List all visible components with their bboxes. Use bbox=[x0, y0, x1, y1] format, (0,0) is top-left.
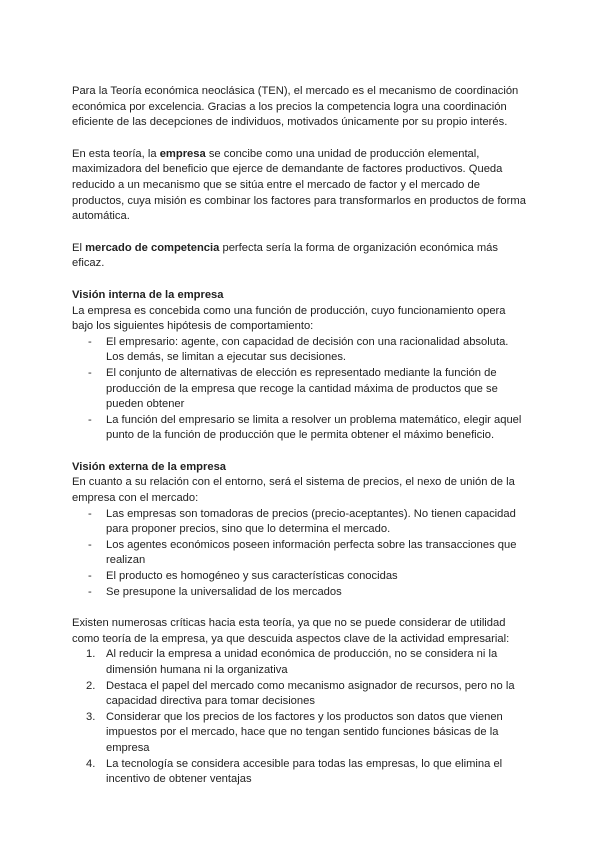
section-intro: Existen numerosas críticas hacia esta teoría, ya que no se puede considerar de utilidad como teoría de la empresa, ya que descuida aspectos clave de la actividad empresarial: bbox=[72, 617, 510, 645]
dash-marker: - bbox=[88, 366, 92, 379]
paragraph-text: se concibe como una unidad de producción elemental, maximizadora del beneficio que ejerce de demandante de factores productivos. Queda reducido a un mecanismo que se sitúa entre el mercado de factor y el mercado de productos, cuya misión es combinar los factores para transformarlos en productos de forma automática. bbox=[72, 147, 526, 223]
list-item bbox=[72, 507, 528, 538]
dash-marker: - bbox=[88, 538, 92, 551]
number-marker: 2. bbox=[86, 679, 96, 692]
list-item bbox=[72, 679, 528, 710]
number-marker: 3. bbox=[86, 710, 96, 723]
section-heading: Visión interna de la empresa bbox=[72, 288, 224, 301]
list-item bbox=[72, 757, 528, 788]
list-item bbox=[72, 710, 528, 757]
bullet-list bbox=[72, 507, 528, 601]
paragraph-text: El bbox=[72, 241, 86, 254]
paragraph-empresa bbox=[72, 147, 528, 225]
list-item-text: La tecnología se considera accesible para todas las empresas, lo que elimina el incentivo de obtener ventajas bbox=[106, 757, 503, 786]
paragraph-text: En esta teoría, la bbox=[72, 147, 160, 160]
section-intro: La empresa es concebida como una función de producción, cuyo funcionamiento opera bajo los siguientes hipótesis de comportamiento: bbox=[72, 304, 506, 333]
list-item-text: El empresario: agente, con capacidad de decisión con una racionalidad absoluta. Los demás, se limitan a ejecutar sus decisiones. bbox=[106, 335, 509, 364]
number-marker: 4. bbox=[86, 757, 96, 770]
list-item-text: Destaca el papel del mercado como mecanismo asignador de recursos, pero no la capacidad directiva para tomar decisiones bbox=[106, 679, 515, 708]
section-intro: En cuanto a su relación con el entorno, será el sistema de precios, el nexo de unión de la empresa con el mercado: bbox=[72, 476, 515, 505]
paragraph-ten-intro: Para la Teoría económica neoclásica (TEN), el mercado es el mecanismo de coordinación económica por excelencia. Gracias a los precios la competencia logra una coordinación eficiente de las decepciones de individuos, motivados únicamente por su propio interés. bbox=[72, 85, 519, 129]
list-item bbox=[72, 585, 528, 601]
bold-term-mercado: mercado de competencia bbox=[85, 241, 220, 254]
list-item-text: Se presupone la universalidad de los mercados bbox=[106, 585, 342, 598]
list-item bbox=[72, 647, 528, 678]
section-heading: Visión externa de la empresa bbox=[72, 460, 227, 473]
list-item-text: La función del empresario se limita a resolver un problema matemático, elegir aquel punto de la función de producción que le permita obtener el máximo beneficio. bbox=[106, 413, 522, 442]
bullet-list bbox=[72, 335, 528, 444]
list-item-text: Al reducir la empresa a unidad económica de producción, no se considera ni la dimensión humana ni la organizativa bbox=[106, 648, 498, 676]
paragraph-mercado bbox=[72, 241, 528, 272]
list-item-text: Las empresas son tomadoras de precios (precio-aceptantes). No tienen capacidad para proponer precios, sino que lo determina el mercado. bbox=[106, 507, 516, 536]
list-item-text: Los agentes económicos poseen información perfecta sobre las transacciones que realizan bbox=[106, 538, 517, 567]
section-external-view bbox=[72, 460, 528, 600]
list-item-text: El conjunto de alternativas de elección es representado mediante la función de producción de la empresa que recoge la cantidad máxima de productos que se pueden obtener bbox=[106, 366, 498, 411]
list-item bbox=[72, 413, 528, 444]
list-item bbox=[72, 569, 528, 585]
list-item bbox=[72, 335, 528, 366]
dash-marker: - bbox=[88, 570, 92, 583]
list-item-text: Considerar que los precios de los factores y los productos son datos que vienen impuestos por el mercado, hace que no tengan sentido funciones básicas de la empresa bbox=[106, 710, 503, 754]
list-item-text: El producto es homogéneo y sus características conocidas bbox=[106, 570, 398, 583]
list-item bbox=[72, 538, 528, 569]
dash-marker: - bbox=[88, 507, 92, 520]
bold-term-empresa: empresa bbox=[159, 147, 206, 160]
dash-marker: - bbox=[88, 413, 92, 426]
paragraph-text: perfecta sería la forma de organización económica más eficaz. bbox=[72, 241, 498, 270]
dash-marker: - bbox=[88, 585, 92, 598]
dash-marker: - bbox=[88, 335, 92, 348]
section-internal-view bbox=[72, 288, 528, 444]
numbered-list bbox=[72, 647, 528, 787]
number-marker: 1. bbox=[86, 648, 96, 661]
list-item bbox=[72, 366, 528, 413]
section-criticism bbox=[72, 616, 528, 788]
